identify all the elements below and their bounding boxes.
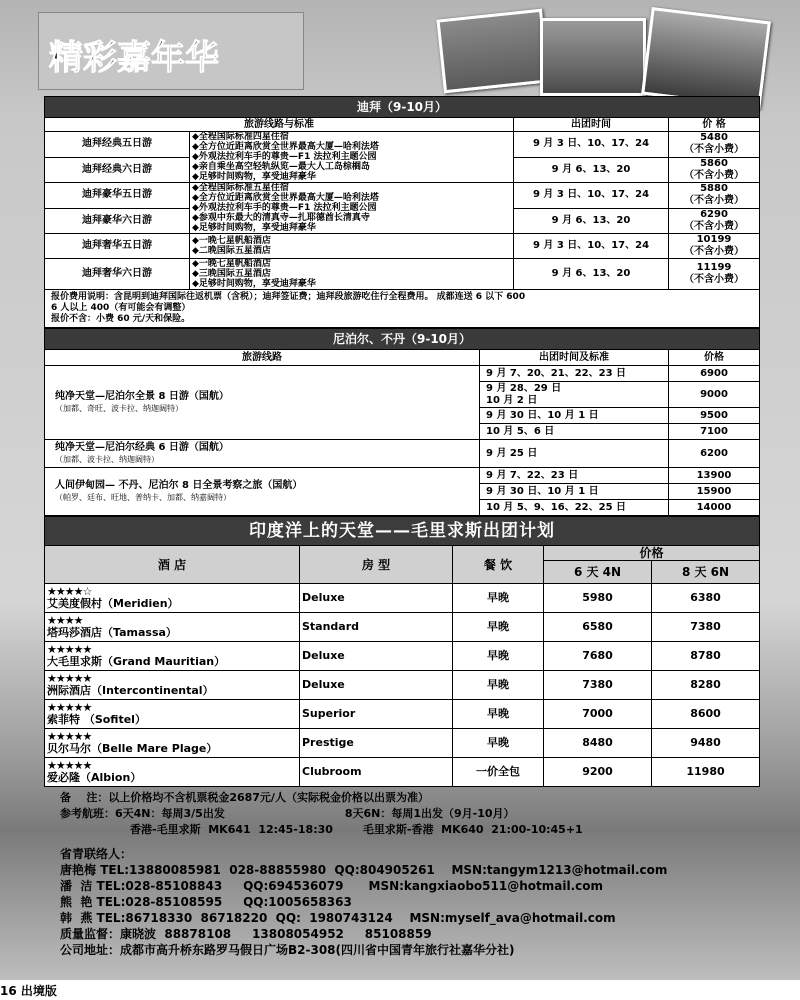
hotel-cell [45, 700, 300, 729]
meal-plan: 早晚 [453, 729, 544, 758]
price-6day: 7000 [544, 700, 652, 729]
meal-plan: 早晚 [453, 671, 544, 700]
flight-8day: 8天6N：每周1出发（9月-10月） [344, 807, 515, 820]
nepal-tour-places: （加都、奇旺、波卡拉、纳迦阔特） [55, 403, 183, 413]
nepal-dates: 9 月 30 日、10 月 1 日 [480, 484, 669, 500]
nepal-dates: 9 月 7、22、23 日 [480, 468, 669, 484]
dubai-price-note: 报价费用说明：含昆明到迪拜国际往返机票（含税）；迪拜签证费；迪拜段旅游吃住行全程费用。 成都连送 6 以下 600 6 人以上 400（有可能会有调整） 报价不含：小费 60 元/天和保险。 [45, 290, 760, 328]
flight-info-2 [60, 822, 750, 838]
room-type: Deluxe [300, 671, 453, 700]
contact-name: 韩 燕 [60, 911, 93, 925]
hotel-row [45, 671, 760, 700]
price-8day: 8600 [652, 700, 760, 729]
flight-outbound: 香港-毛里求斯 MK641 12:45-18:30 [130, 823, 333, 836]
price-value: 5880 [700, 183, 728, 195]
nepal-dates: 9 月 30 日、10 月 1 日 [480, 408, 669, 424]
price-value: 11199 [696, 262, 732, 273]
nepal-price-header: 价格 [669, 350, 760, 366]
price-note: （不含小费） [684, 220, 744, 232]
nepal-price: 9000 [669, 382, 760, 408]
nepal-tour-places: （加都、波卡拉、纳迦阔特） [55, 454, 159, 464]
hotel-name: 爱必隆（Albion） [47, 771, 142, 784]
page-footer: 16 出境版 [0, 984, 57, 998]
price-note: （不含小费） [684, 195, 744, 207]
dubai-tour-name: 迪拜经典五日游 [45, 132, 190, 158]
dubai-tour-price [669, 234, 760, 259]
dubai-tour-dates: 9 月 3 日、10、17、24 [514, 183, 669, 209]
contact-name: 熊 艳 [60, 895, 93, 909]
nepal-price: 6200 [669, 440, 760, 468]
price-note: （不含小费） [684, 246, 744, 257]
hotel-cell [45, 613, 300, 642]
nepal-tour [45, 468, 480, 516]
hotel-name: 塔玛莎酒店（Tamassa） [47, 626, 177, 639]
hotel-row [45, 700, 760, 729]
nepal-tour-name: 纯净天堂—尼泊尔经典 6 日游（国航） [55, 441, 229, 453]
meal-plan: 早晚 [453, 700, 544, 729]
hotel-cell [45, 584, 300, 613]
hotel-cell [45, 729, 300, 758]
room-type: Prestige [300, 729, 453, 758]
nepal-price: 6900 [669, 366, 760, 382]
contact-info: TEL:028-85108595 QQ:1005658363 [96, 895, 352, 909]
hotel-header: 酒 店 [45, 546, 300, 584]
dubai-tour-name: 迪拜豪华六日游 [45, 208, 190, 234]
nepal-dates: 10 月 5、6 日 [480, 424, 669, 440]
nepal-dates: 9 月 28、29 日 10 月 2 日 [480, 382, 669, 408]
dubai-tour-price [669, 259, 760, 290]
price-6day: 7680 [544, 642, 652, 671]
dubai-tour-name: 迪拜豪华五日游 [45, 183, 190, 209]
nepal-tour-name: 人间伊甸园— 不丹、尼泊尔 8 日全景考察之旅（国航） [55, 479, 303, 491]
star-rating: ★★★★★ [47, 730, 92, 743]
hotel-cell [45, 642, 300, 671]
price-8day: 9480 [652, 729, 760, 758]
nepal-tour-name: 纯净天堂—尼泊尔全景 8 日游（国航） [55, 390, 229, 402]
flight-return: 毛里求斯-香港 MK640 21:00-10:45+1 [362, 823, 583, 836]
price-6day: 9200 [544, 758, 652, 787]
dubai-price-header: 价 格 [669, 118, 760, 132]
contacts-heading: 省青联络人： [60, 847, 133, 861]
nepal-dates: 10 月 5、9、16、22、25 日 [480, 500, 669, 516]
banner-title [39, 13, 303, 89]
nepal-tour [45, 440, 480, 468]
price-note: （不含小费） [684, 274, 744, 285]
dubai-features: ◆全程国际标准五星住宿 ◆全方位近距离欣赏全世界最高大厦—哈利法塔 ◆外观法拉利车手的尊贵—F1 法拉利主题公园 ◆参观中东最大的清真寺—扎耶德酋长清真寺 ◆足够时间购物，享受迪拜豪华 [190, 183, 514, 234]
dubai-table [44, 96, 760, 328]
dubai-features: ◆一晚七星帆船酒店 ◆二晚国际五星酒店 [190, 234, 514, 259]
hotel-name: 贝尔马尔（Belle Mare Plage） [47, 742, 218, 755]
contact-name: 唐艳梅 [60, 863, 97, 877]
price-6day-header: 6 天 4N [544, 561, 652, 584]
price-value: 5860 [700, 157, 728, 169]
contact-person [60, 894, 750, 910]
dubai-tour-name: 迪拜奢华六日游 [45, 259, 190, 290]
price-6day: 5980 [544, 584, 652, 613]
nepal-route-header: 旅游线路 [45, 350, 480, 366]
contact-name: 潘 洁 [60, 879, 93, 893]
star-rating: ★★★★ [47, 614, 83, 627]
contact-info: TEL:86718330 86718220 QQ: 1980743124 MSN:myself_ava@hotmail.com [96, 911, 616, 925]
dubai-tour-dates: 9 月 6、13、20 [514, 208, 669, 234]
hotel-name: 大毛里求斯（Grand Mauritian） [47, 655, 226, 668]
mauritius-title: 印度洋上的天堂——毛里求斯出团计划 [45, 517, 760, 546]
resort-photo [540, 18, 646, 96]
nepal-price: 13900 [669, 468, 760, 484]
nepal-dates: 9 月 7、20、21、22、23 日 [480, 366, 669, 382]
meal-header: 餐 饮 [453, 546, 544, 584]
contact-block [60, 790, 750, 958]
room-type: Standard [300, 613, 453, 642]
dubai-tour-dates: 9 月 3 日、10、17、24 [514, 234, 669, 259]
nepal-price: 15900 [669, 484, 760, 500]
price-8day: 8780 [652, 642, 760, 671]
dubai-route-header: 旅游线路与标准 [45, 118, 514, 132]
price-8day: 6380 [652, 584, 760, 613]
price-6day: 8480 [544, 729, 652, 758]
star-rating: ★★★★★ [47, 759, 92, 772]
nepal-table [44, 328, 760, 516]
price-value: 5480 [700, 132, 728, 144]
nepal-tour [45, 366, 480, 440]
contact-info: TEL:028-85108843 QQ:694536079 MSN:kangxiaobo511@hotmail.com [96, 879, 603, 893]
nepal-section-title: 尼泊尔、不丹（9-10月） [45, 329, 760, 350]
price-8day: 11980 [652, 758, 760, 787]
price-value: 6290 [700, 208, 728, 220]
hotel-name: 洲际酒店（Intercontinental） [47, 684, 214, 697]
room-type: Deluxe [300, 642, 453, 671]
banner [38, 12, 304, 90]
dubai-dates-header: 出团时间 [514, 118, 669, 132]
dubai-tour-dates: 9 月 6、13、20 [514, 259, 669, 290]
content [44, 96, 760, 787]
mauritius-table [44, 516, 760, 787]
price-value: 10199 [696, 234, 732, 245]
star-rating: ★★★★☆ [47, 585, 92, 598]
hotel-cell [45, 758, 300, 787]
star-rating: ★★★★★ [47, 643, 92, 656]
price-note: （不含小费） [684, 169, 744, 181]
hotel-name: 艾美度假村（Meridien） [47, 597, 179, 610]
palm-beach-photo [641, 7, 771, 109]
dubai-tour-dates: 9 月 6、13、20 [514, 157, 669, 183]
quality-supervision: 质量监督：康晓波 88878108 13808054952 85108859 [60, 927, 432, 941]
meal-plan: 早晚 [453, 613, 544, 642]
price-note: （不含小费） [684, 144, 744, 156]
nepal-tour-places: （帕罗、廷布、旺地、普纳卡、加都、纳嘉阔特） [55, 492, 231, 502]
room-header: 房 型 [300, 546, 453, 584]
nepal-price: 7100 [669, 424, 760, 440]
room-type: Deluxe [300, 584, 453, 613]
dubai-tour-price [669, 157, 760, 183]
price-8day: 7380 [652, 613, 760, 642]
dubai-tour-price [669, 132, 760, 158]
nepal-price: 14000 [669, 500, 760, 516]
dubai-tour-name: 迪拜经典六日游 [45, 157, 190, 183]
svg-text:精彩嘉年华: 精彩嘉年华 [49, 38, 219, 78]
nepal-dates-header: 出团时间及标准 [480, 350, 669, 366]
flight-info-1 [60, 806, 750, 822]
hotel-name: 索菲特 （Sofitel） [47, 713, 146, 726]
price-6day: 6580 [544, 613, 652, 642]
beach-photo-1 [436, 9, 549, 94]
hotel-row [45, 642, 760, 671]
dubai-tour-dates: 9 月 3 日、10、17、24 [514, 132, 669, 158]
contact-info: TEL:13880085981 028-88855980 QQ:804905261 MSN:tangym1213@hotmail.com [100, 863, 668, 877]
meal-plan: 一价全包 [453, 758, 544, 787]
company-address: 公司地址：成都市高升桥东路罗马假日广场B2-308(四川省中国青年旅行社嘉华分社) [60, 943, 515, 957]
flight-6day: 参考航班：6天4N：每周3/5出发 [60, 807, 225, 820]
price-8day: 8280 [652, 671, 760, 700]
dubai-tour-price [669, 208, 760, 234]
dubai-features: ◆全程国际标准四星住宿 ◆全方位近距离欣赏全世界最高大厦—哈利法塔 ◆外观法拉利车手的尊贵—F1 法拉利主题公园 ◆亲自乘坐高空轻轨纵览—最大人工岛棕榈岛 ◆足够时间购物，享受迪拜豪华 [190, 132, 514, 183]
nepal-dates: 9 月 25 日 [480, 440, 669, 468]
room-type: Clubroom [300, 758, 453, 787]
hotel-row [45, 758, 760, 787]
room-type: Superior [300, 700, 453, 729]
hotel-cell [45, 671, 300, 700]
contact-person [60, 862, 750, 878]
star-rating: ★★★★★ [47, 701, 92, 714]
dubai-tour-price [669, 183, 760, 209]
contact-person [60, 910, 750, 926]
dubai-features: ◆一晚七星帆船酒店 ◆三晚国际五星酒店 ◆足够时间购物，享受迪拜豪华 [190, 259, 514, 290]
star-rating: ★★★★★ [47, 672, 92, 685]
hotel-row [45, 584, 760, 613]
dubai-tour-name: 迪拜奢华五日游 [45, 234, 190, 259]
hotel-row [45, 729, 760, 758]
price-6day: 7380 [544, 671, 652, 700]
price-8day-header: 8 天 6N [652, 561, 760, 584]
contact-person [60, 878, 750, 894]
hotel-row [45, 613, 760, 642]
remark: 备 注：以上价格均不含机票税金2687元/人（实际税金价格以出票为准） [60, 791, 429, 804]
dubai-section-title: 迪拜（9-10月） [45, 97, 760, 118]
nepal-price: 9500 [669, 408, 760, 424]
price-header: 价格 [544, 546, 760, 561]
meal-plan: 早晚 [453, 584, 544, 613]
meal-plan: 早晚 [453, 642, 544, 671]
